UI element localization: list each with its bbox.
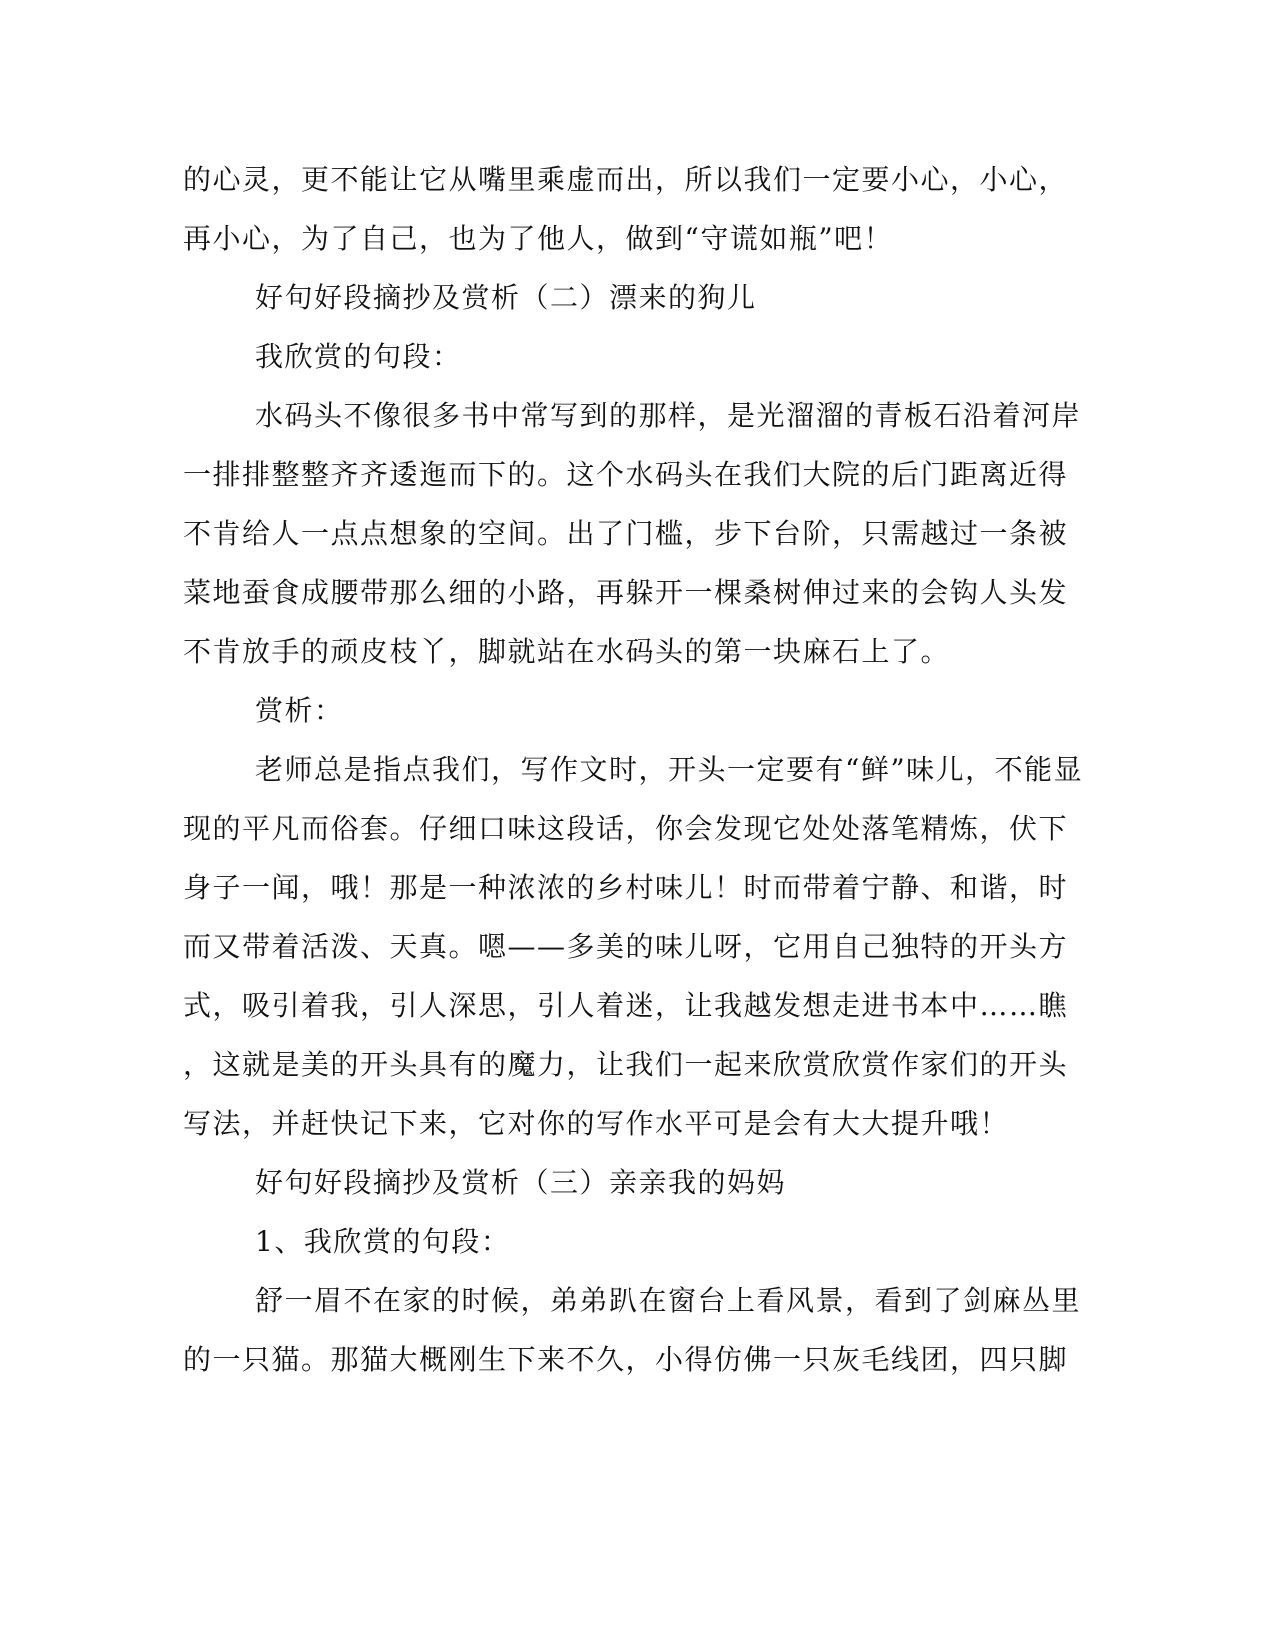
text-line: 现的平凡而俗套。仔细口味这段话，你会发现它处处落笔精炼，伏下 [183, 812, 1069, 845]
subheading: 我欣赏的句段： [255, 340, 462, 373]
text-line: 水码头不像很多书中常写到的那样，是光溜溜的青板石沿着河岸 [255, 399, 1082, 432]
section-heading: 好句好段摘抄及赏析（三）亲亲我的妈妈 [255, 1166, 787, 1199]
text-line: 身子一闻，哦！那是一种浓浓的乡村味儿！时而带着宁静、和谐，时 [183, 871, 1069, 904]
section-heading: 好句好段摘抄及赏析（二）漂来的狗儿 [255, 281, 757, 314]
text-line: 老师总是指点我们，写作文时，开头一定要有“鲜”味儿，不能显 [255, 753, 1084, 786]
text-line: 一排排整整齐齐逶迤而下的。这个水码头在我们大院的后门距离近得 [183, 458, 1069, 491]
text-line: 的一只猫。那猫大概刚生下来不久，小得仿佛一只灰毛线团，四只脚 [183, 1343, 1069, 1376]
text-line: 而又带着活泼、天真。嗯——多美的味儿呀，它用自己独特的开头方 [183, 930, 1069, 963]
text-line: 不肯放手的顽皮枝丫，脚就站在水码头的第一块麻石上了。 [183, 635, 951, 668]
subheading: 赏析： [255, 694, 344, 727]
subheading: 1、我欣赏的句段： [255, 1225, 511, 1258]
text-line: 舒一眉不在家的时候，弟弟趴在窗台上看风景，看到了剑麻丛里 [255, 1284, 1082, 1317]
text-line: 式，吸引着我，引人深思，引人着迷，让我越发想走进书本中……瞧 [183, 989, 1069, 1022]
text-line: ，这就是美的开头具有的魔力，让我们一起来欣赏欣赏作家们的开头 [183, 1048, 1069, 1081]
text-line: 不肯给人一点点想象的空间。出了门槛，步下台阶，只需越过一条被 [183, 517, 1069, 550]
text-line: 菜地蚕食成腰带那么细的小路，再躲开一棵桑树伸过来的会钩人头发 [183, 576, 1069, 609]
text-line: 的心灵，更不能让它从嘴里乘虚而出，所以我们一定要小心，小心， [183, 163, 1069, 196]
text-line: 再小心，为了自己，也为了他人，做到“守谎如瓶”吧！ [183, 222, 894, 255]
text-line: 写法，并赶快记下来，它对你的写作水平可是会有大大提升哦！ [183, 1107, 1010, 1140]
